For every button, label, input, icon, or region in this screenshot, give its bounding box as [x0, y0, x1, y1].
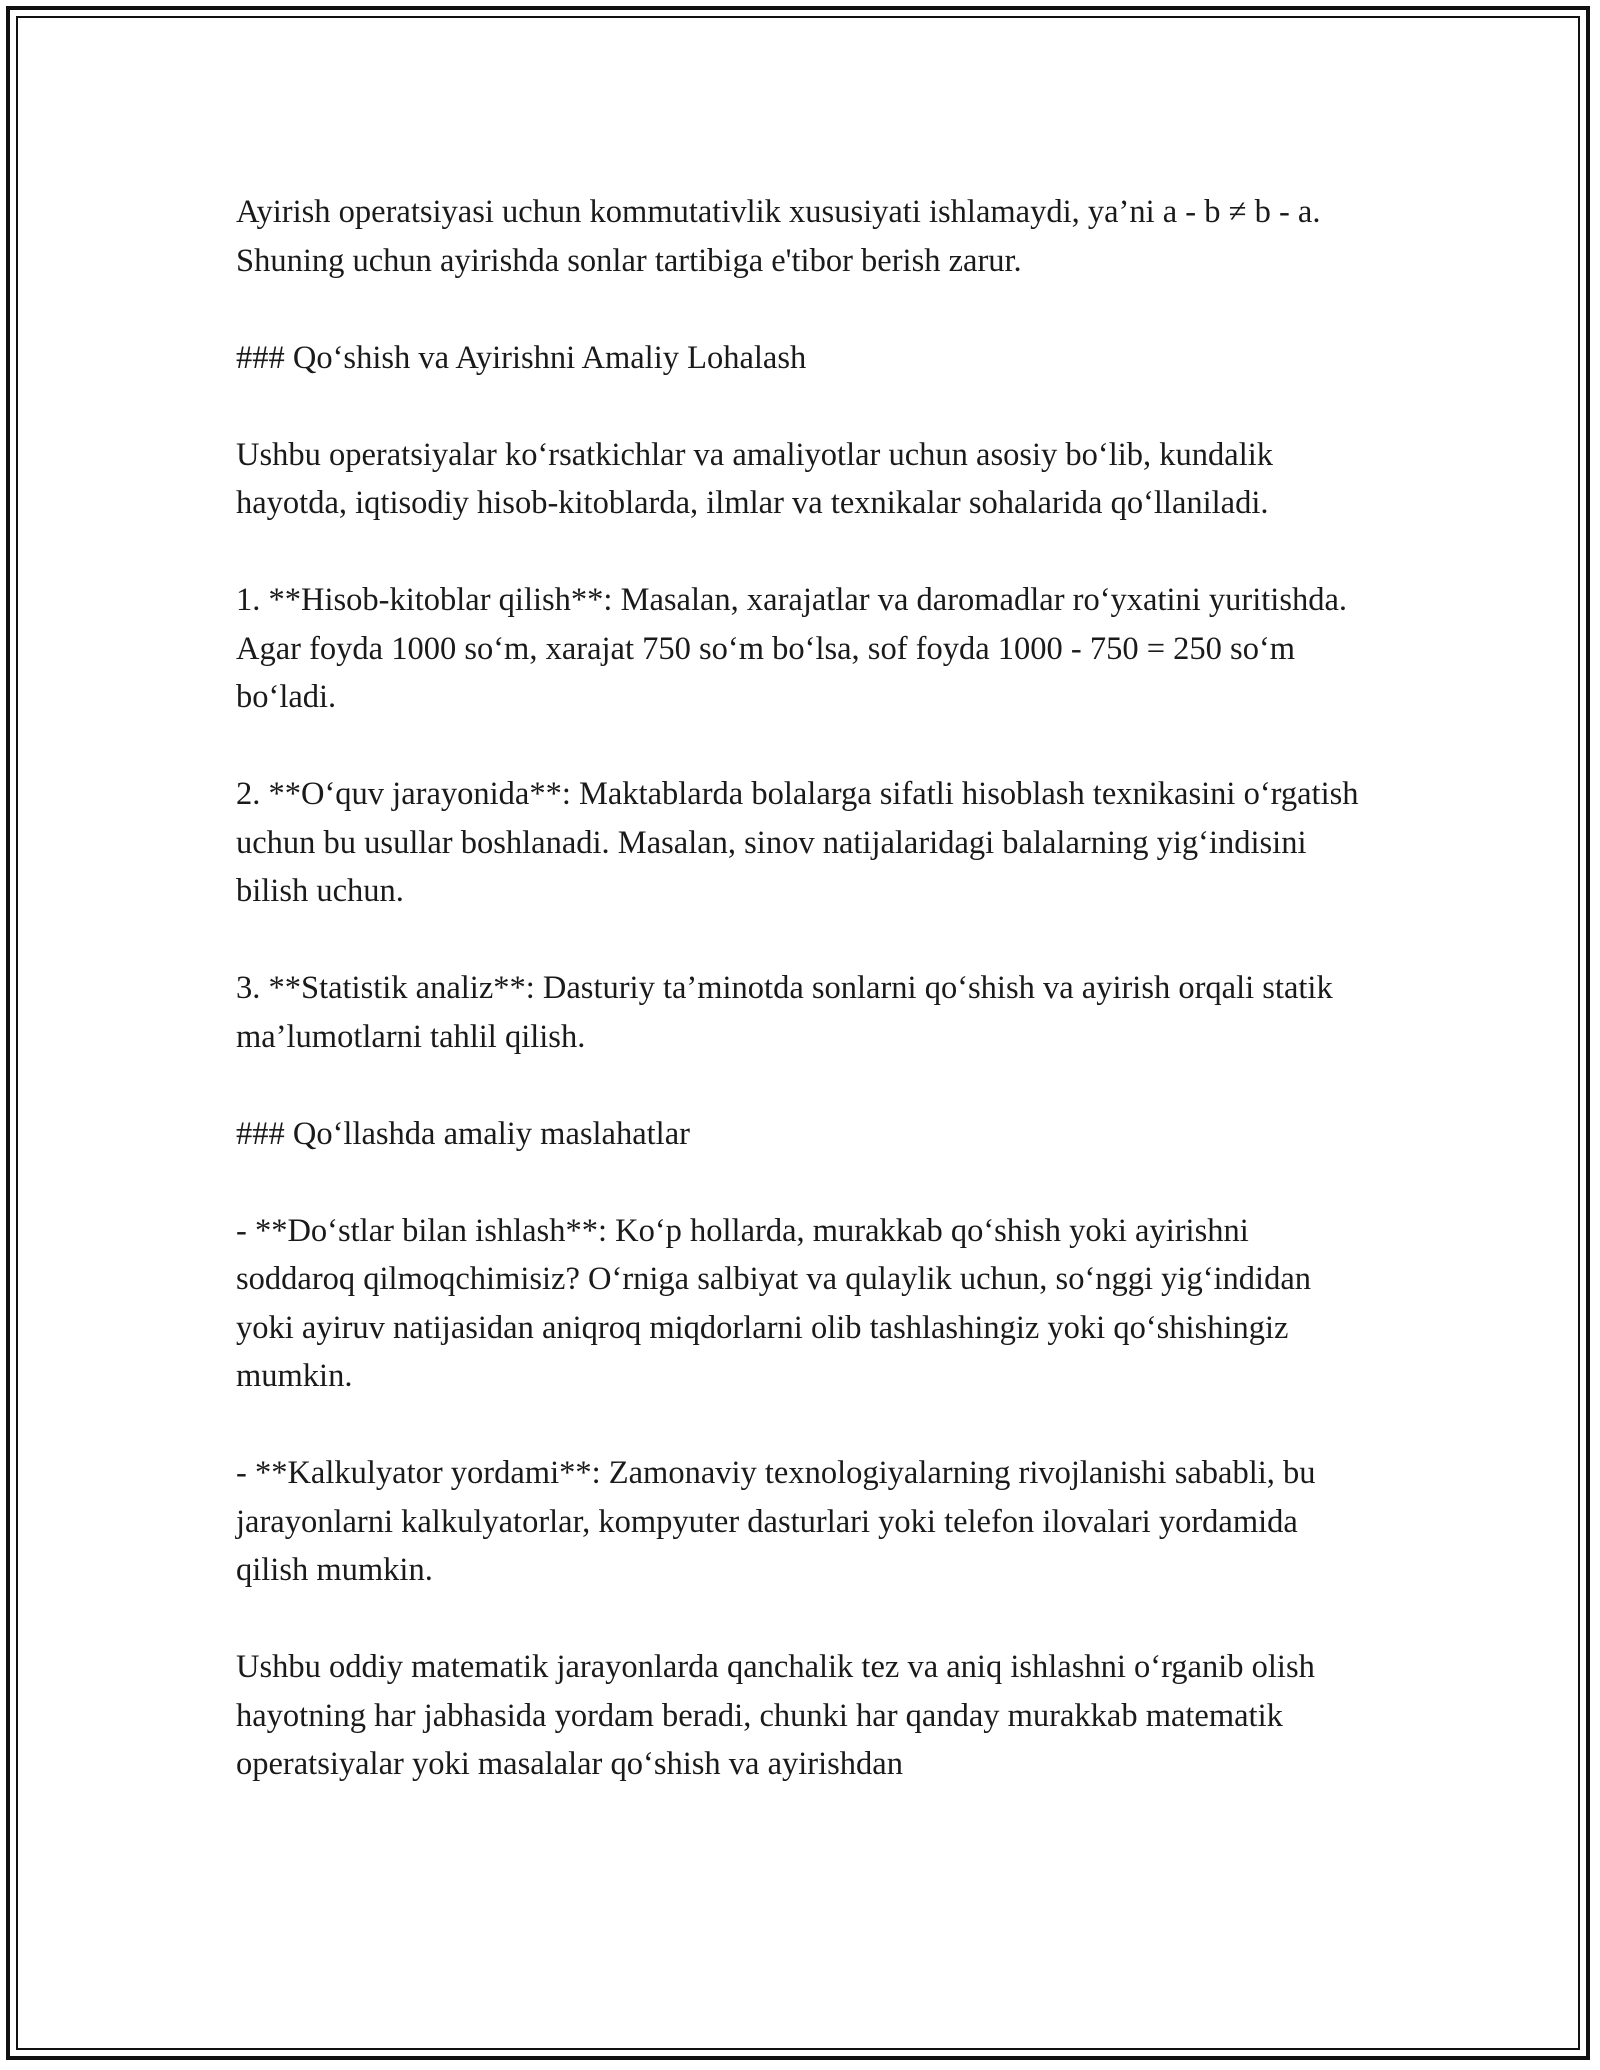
- bullet-calculator-help: - **Kalkulyator yordami**: Zamonaviy texnologiyalarning rivojlanishi sababli, bu jarayonlarni kalkulyatorlar, kompyuter dasturlari yoki telefon ilovalari yordamida qilish mumkin.: [236, 1455, 1316, 1588]
- list-item-education: 2. **O‘quv jarayonida**: Maktablarda bolalarga sifatli hisoblash texnikasini o‘rgatish uchun bu usullar boshlanadi. Masalan, sinov natijalaridagi balalarning yig‘indisini bilish uchun.: [236, 776, 1359, 909]
- paragraph-conclusion: Ushbu oddiy matematik jarayonlarda qanchalik tez va aniq ishlashni o‘rganib olish hayotning har jabhasida yordam beradi, chunki har qanday murakkab matematik operatsiyalar yoki masalalar qo‘shish va ayirishdan: [236, 1649, 1315, 1782]
- bullet-working-with-friends: - **Do‘stlar bilan ishlash**: Ko‘p hollarda, murakkab qo‘shish yoki ayirishni soddaroq qilmoqchimisiz? O‘rniga salbiyat va qulaylik uchun, so‘nggi yig‘indidan yoki ayiruv natijasidan aniqroq miqdorlarni olib tashlashingiz yoki qo‘shishingiz mumkin.: [236, 1212, 1312, 1394]
- list-item-calculations: 1. **Hisob-kitoblar qilish**: Masalan, xarajatlar va daromadlar ro‘yxatini yuritishda. Agar foyda 1000 so‘m, xarajat 750 so‘m bo‘lsa, sof foyda 1000 - 750 = 250 so‘m bo‘ladi.: [236, 582, 1348, 715]
- heading-practical-tips: ### Qo‘llashda amaliy maslahatlar: [236, 1115, 690, 1152]
- list-item-statistics: 3. **Statistik analiz**: Dasturiy ta’minotda sonlarni qo‘shish va ayirish orqali statik ma’lumotlarni tahlil qilish.: [236, 970, 1333, 1055]
- paragraph-operations-usage: Ushbu operatsiyalar ko‘rsatkichlar va amaliyotlar uchun asosiy bo‘lib, kundalik hayotda, iqtisodiy hisob-kitoblarda, ilmlar va texnikalar sohalarida qo‘llaniladi.: [236, 436, 1274, 521]
- heading-practical-application: ### Qo‘shish va Ayirishni Amaliy Lohalash: [236, 339, 807, 376]
- document-body: [236, 188, 1376, 1789]
- paragraph-commutativity: Ayirish operatsiyasi uchun kommutativlik xususiyati ishlamaydi, ya’ni a - b ≠ b - a. Shuning uchun ayirishda sonlar tartibiga e'tibor berish zarur.: [236, 194, 1321, 279]
